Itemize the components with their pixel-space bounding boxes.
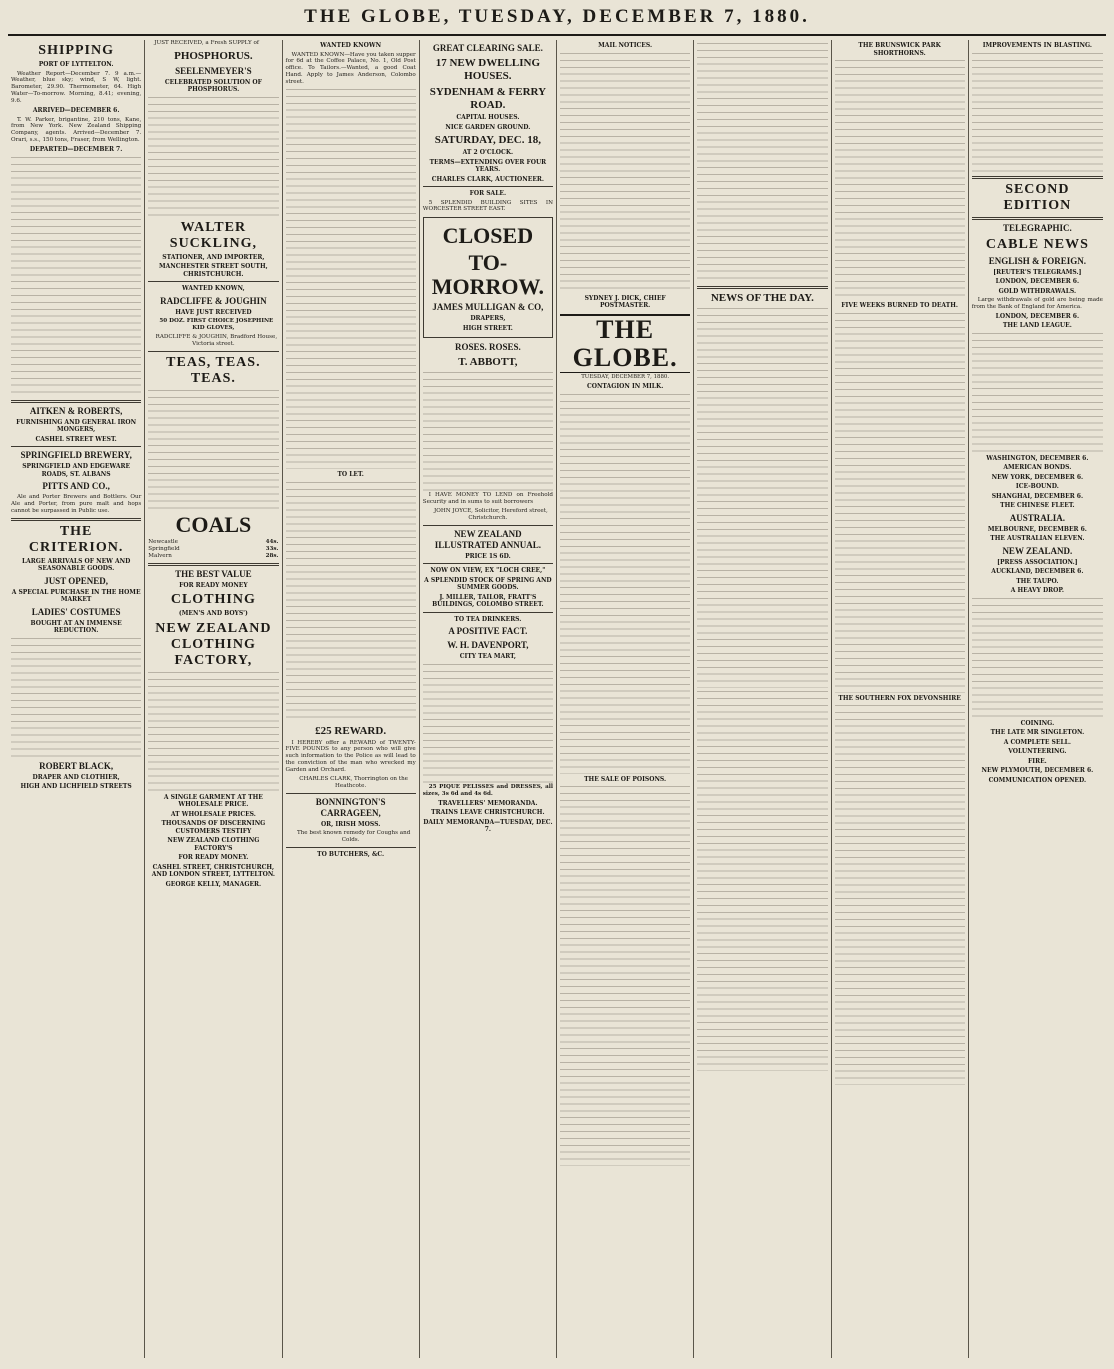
bonnington-heading: BONNINGTON'S CARRAGEEN, <box>315 796 386 818</box>
annual-price: PRICE 1S 6D. <box>465 552 511 560</box>
wanted-heading: WANTED KNOWN <box>320 42 382 49</box>
sale-date: SATURDAY, DEC. 18, <box>434 134 541 146</box>
closed-heading: CLOSED <box>442 223 534 249</box>
dwelling-houses: 17 NEW DWELLING HOUSES. <box>435 57 541 82</box>
to-let-heading: TO LET. <box>337 471 364 479</box>
divider <box>148 351 278 352</box>
cable-news: CABLE NEWS <box>985 236 1089 252</box>
just-opened: JUST OPENED, <box>44 575 109 586</box>
shipping-news-text <box>11 157 141 397</box>
pique: 25 PIQUE PELISSES and DRESSES, all sizes, 3s 6d and 4s 6d. <box>422 783 553 797</box>
annual: NEW ZEALAND ILLUSTRATED ANNUAL. <box>434 528 542 550</box>
pitts-heading: PITTS AND CO., <box>42 481 110 492</box>
davenport: W. H. DAVENPORT, <box>447 640 529 651</box>
divider <box>11 446 141 447</box>
divider <box>423 612 553 613</box>
phosphorus-heading: PHOSPHORUS. <box>174 49 253 62</box>
city-tea: CITY TEA MART, <box>459 653 517 661</box>
gold-withdrawals: GOLD WITHDRAWALS. <box>998 287 1077 295</box>
coal-name: Malvern <box>148 552 172 559</box>
arrived-heading: ARRIVED—DECEMBER 6. <box>32 107 120 115</box>
auctioneer: CHARLES CLARK, AUCTIONEER. <box>431 175 544 183</box>
divider <box>11 400 141 403</box>
new-york: NEW YORK, DECEMBER 6. <box>991 473 1084 481</box>
postmaster: SYDNEY J. DICK, CHIEF POSTMASTER. <box>584 294 666 309</box>
divider <box>972 176 1103 179</box>
criterion-sub: LARGE ARRIVALS OF NEW AND SEASONABLE GOODS. <box>21 557 131 573</box>
contagion-heading: CONTAGION IN MILK. <box>586 383 664 391</box>
robert-black: ROBERT BLACK, <box>39 760 114 771</box>
now-on-view: NOW ON VIEW, EX "LOCH CREE," <box>430 567 546 575</box>
shipping-heading: SHIPPING <box>38 43 114 58</box>
news-column-7b <box>835 705 965 1085</box>
port-heading: PORT OF LYTTELTON. <box>38 61 114 68</box>
clothing-heading: CLOTHING <box>170 592 256 608</box>
auckland: AUCKLAND, DECEMBER 6. <box>991 568 1084 576</box>
mail-text <box>560 53 690 293</box>
travellers: TRAVELLERS' MEMORANDA. <box>438 799 538 807</box>
radcliffe-heading: RADCLIFFE & JOUGHIN <box>160 295 267 306</box>
capital-houses: CAPITAL HOUSES. <box>456 114 520 121</box>
clothing-address: CASHEL STREET, CHRISTCHURCH, AND LONDON STREET, LYTTELTON. <box>151 863 276 879</box>
column-1 <box>8 40 145 1358</box>
news-column-7 <box>835 313 965 693</box>
abbott: T. ABBOTT, <box>458 356 518 369</box>
heavy-drop: A HEAVY DROP. <box>1010 587 1064 595</box>
seelenmeyer: SEELENMEYER'S <box>175 65 252 76</box>
reward-heading: £25 REWARD. <box>315 724 387 737</box>
phosphorus-sub: CELEBRATED SOLUTION OF PHOSPHORUS. <box>164 78 262 94</box>
for-sale-text: 5 SPLENDID BUILDING SITES IN WORCESTER STREET EAST. <box>422 199 553 213</box>
english-foreign: ENGLISH & FOREIGN. <box>988 255 1086 266</box>
new-plymouth: NEW PLYMOUTH, DECEMBER 6. <box>981 767 1094 775</box>
to-let-text <box>286 482 416 722</box>
sfd: THE SOUTHERN FOX DEVONSHIRE <box>838 694 961 702</box>
contagion-text <box>560 394 690 774</box>
bonds: AMERICAN BONDS. <box>1003 464 1072 472</box>
column-4 <box>420 40 557 1358</box>
manager: GEORGE KELLY, MANAGER. <box>165 880 262 888</box>
column-2 <box>145 40 282 1358</box>
column-6 <box>694 40 831 1358</box>
divider <box>697 286 827 289</box>
column-7 <box>832 40 969 1358</box>
australia: AUSTRALIA. <box>1009 512 1065 523</box>
nz-text <box>972 598 1103 718</box>
thousands: THOUSANDS OF DISCERNING CUSTOMERS TESTIFY <box>161 820 266 835</box>
communication: COMMUNICATION OPENED. <box>988 776 1087 784</box>
single-garment: A SINGLE GARMENT AT THE WHOLESALE PRICE. <box>163 793 263 809</box>
roses: ROSES. ROSES. <box>454 342 521 353</box>
land-league-text <box>972 333 1103 453</box>
coining: COINING. <box>1020 719 1055 727</box>
suckling-address: MANCHESTER STREET SOUTH, CHRISTCHURCH. <box>159 263 268 278</box>
high-street: HIGH STREET. <box>462 324 513 332</box>
ladies-costumes: LADIES' COSTUMES <box>31 606 121 617</box>
five-weeks: FIVE WEEKS BURNED TO DEATH. <box>841 302 958 309</box>
news-text <box>697 308 827 688</box>
sale-time: AT 2 O'CLOCK. <box>462 149 514 156</box>
gold-text: Large withdrawals of gold are being made from the Bank of England for America. <box>971 297 1103 310</box>
table-row <box>148 539 278 546</box>
reward-signature: CHARLES CLARK, Thorrington on the Heathcote. <box>299 776 408 789</box>
wanted-text: WANTED KNOWN—Have you taken supper for 6d at the Coffee Palace, No. 1, Old Post office. To Tailors.—Wanted, a good Coat Hand. Apply to James Anderson, Colombo street. <box>285 51 416 86</box>
drapers: DRAPERS, <box>470 315 506 323</box>
radcliffe-address: RADCLIFFE & JOUGHIN, Bradford House, Victoria street. <box>155 334 278 348</box>
best-value: THE BEST VALUE <box>175 568 252 579</box>
washington: WASHINGTON, DECEMBER 6. <box>986 454 1089 462</box>
australian-eleven: THE AUSTRALIAN ELEVEN. <box>990 535 1085 543</box>
divider <box>286 847 416 848</box>
second-edition: SECOND EDITION <box>1003 181 1072 213</box>
column-3 <box>283 40 420 1358</box>
aitken-heading: AITKEN & ROBERTS, <box>29 405 123 416</box>
teas-text <box>148 390 278 510</box>
new-zealand: NEW ZEALAND. <box>1002 545 1073 556</box>
poisons-text <box>560 786 690 1166</box>
melbourne: MELBOURNE, DECEMBER 6. <box>987 525 1087 533</box>
divider <box>148 281 278 282</box>
brunswick-text <box>835 60 965 300</box>
wholesale-prices: AT WHOLESALE PRICES. <box>170 810 256 818</box>
poisons-continued <box>697 43 827 283</box>
coal-price: 28s. <box>265 552 279 559</box>
money-to-lend: I HAVE MONEY TO LEND on Freehold Security and in sums to suit borrowers <box>422 492 553 506</box>
volunteering: VOLUNTEERING. <box>1008 748 1067 756</box>
chinese-fleet: THE CHINESE FLEET. <box>1000 502 1075 510</box>
coals-heading: COALS <box>175 512 252 538</box>
springfield-heading: SPRINGFIELD BREWERY, <box>20 450 132 461</box>
mail-notices: MAIL NOTICES. <box>598 42 653 49</box>
london-1: LONDON, DECEMBER 6. <box>995 278 1080 285</box>
draper-clothier: DRAPER AND CLOTHIER, <box>32 773 120 781</box>
wanted-ads-text <box>286 89 416 469</box>
column-5 <box>557 40 694 1358</box>
spring-summer: A SPLENDID STOCK OF SPRING AND SUMMER GOODS. <box>424 576 552 592</box>
globe-title: THE GLOBE. <box>560 314 690 373</box>
news-heading: NEWS OF THE DAY. <box>710 292 814 304</box>
tomorrow-heading: TO-MORROW. <box>431 250 544 300</box>
for-sale: FOR SALE. <box>469 190 507 197</box>
aitken-sub: FURNISHING AND GENERAL IRON MONGERS, <box>16 418 137 434</box>
coal-price: 44s. <box>265 539 279 546</box>
tea-drinkers: TO TEA DRINKERS. <box>454 615 522 623</box>
nice-garden: NICE GARDEN GROUND. <box>445 123 531 131</box>
column-8 <box>969 40 1106 1358</box>
complete-sell: A COMPLETE SELL. <box>1003 738 1071 746</box>
criterion-list <box>11 638 141 758</box>
closed-ad <box>423 217 553 338</box>
joyce: JOHN JOYCE, Solicitor, Hereford street, Christchurch. <box>434 508 548 522</box>
aitken-address: CASHEL STREET WEST. <box>35 435 117 443</box>
reuter: [REUTER'S TELEGRAMS.] <box>993 268 1082 276</box>
weather-report: Weather Report—December 7. 9 a.m.—Weather, blue sky; wind, S W, light. Barometer, 29.90. Thermometer, 64. High Water—To-morrow. Morning, 8.41; evening, 9.6. <box>11 70 142 105</box>
mulligan: JAMES MULLIGAN & CO, <box>432 302 544 313</box>
coal-name: Newcastle <box>148 539 178 546</box>
fire: FIRE. <box>1028 757 1047 765</box>
phosphorus-intro: JUST RECEIVED, a Fresh SUPPLY of <box>154 40 259 46</box>
improvements: IMPROVEMENTS IN BLASTING. <box>982 42 1093 49</box>
globe-date: TUESDAY, DECEMBER 7, 1880. <box>581 373 670 380</box>
suckling-heading: WALTER SUCKLING, <box>169 219 257 251</box>
divider <box>972 217 1103 220</box>
coal-name: Springfield <box>148 545 180 552</box>
bonnington-text: The best known remedy for Coughs and Colds. <box>296 830 411 844</box>
columns <box>8 40 1106 1358</box>
daily: DAILY MEMORANDA—TUESDAY, DEC. 7. <box>423 818 553 834</box>
reward-text: I HEREBY offer a REWARD of TWENTY-FIVE POUNDS to any person who will give such information to the Police as will lead to the conviction of the man who wrecked my Garden and Orchard. <box>285 739 416 774</box>
blasting-text <box>972 53 1103 173</box>
sydenham: SYDENHAM & FERRY ROAD. <box>429 86 547 111</box>
coal-price-table <box>148 539 278 560</box>
departed-heading: DEPARTED—DECEMBER 7. <box>29 146 123 154</box>
teas-heading: TEAS, TEAS. TEAS. <box>166 355 261 387</box>
divider <box>148 563 278 566</box>
radcliffe-sub: HAVE JUST RECEIVED <box>175 308 252 316</box>
reduction: BOUGHT AT AN IMMENSE REDUCTION. <box>30 619 122 635</box>
divider <box>423 186 553 187</box>
butchers: TO BUTCHERS, &C. <box>317 851 385 859</box>
divider <box>11 518 141 521</box>
radcliffe-text: 50 DOZ. FIRST CHOICE JOSEPHINE KID GLOVES, <box>159 318 274 332</box>
tea-text <box>423 664 553 784</box>
irish-moss: OR, IRISH MOSS. <box>320 820 381 828</box>
telegraphic: TELEGRAPHIC. <box>1002 222 1072 233</box>
news-text-2 <box>697 691 827 1071</box>
nzcf: NEW ZEALAND CLOTHING FACTORY'S <box>167 837 260 852</box>
late-singleton: THE LATE MR SINGLETON. <box>990 729 1085 737</box>
land-league: THE LAND LEAGUE. <box>1002 322 1072 330</box>
miller: J. MILLER, TAILOR, FRATT'S BUILDINGS, COLOMBO STREET. <box>432 593 544 609</box>
london-2: LONDON, DECEMBER 6. <box>995 312 1080 320</box>
ready-money: FOR READY MONEY <box>179 581 248 589</box>
for-ready-money: FOR READY MONEY. <box>178 854 249 862</box>
arrived-text: T. W. Parker, brigantine, 210 tons, Kane, from New York. New Zealand Shipping Company, agents. Arrived—December 7. Orari, s.s., 150 tons, Fraser, from Wellington. <box>11 116 142 144</box>
special-purchase: A SPECIAL PURCHASE IN THE HOME MARKET <box>11 588 141 604</box>
shanghai: SHANGHAI, DECEMBER 6. <box>991 492 1084 500</box>
taupo: THE TAUPO. <box>1016 577 1059 585</box>
mens-boys: (MEN'S AND BOYS') <box>178 610 248 618</box>
suckling-sub: STATIONER, AND IMPORTER, <box>162 253 265 261</box>
wanted-known: WANTED KNOWN, <box>182 285 245 293</box>
divider <box>286 793 416 794</box>
divider <box>423 525 553 526</box>
ice-bound: ICE-BOUND. <box>1015 483 1059 491</box>
clothing-text <box>148 672 278 792</box>
trains: TRAINS LEAVE CHRISTCHURCH. <box>431 809 545 817</box>
clearing-sale: GREAT CLEARING SALE. <box>432 43 543 53</box>
poisons-heading: THE SALE OF POISONS. <box>584 775 667 783</box>
criterion-heading: THE CRITERION. <box>28 523 124 555</box>
brunswick: THE BRUNSWICK PARK SHORTHORNS. <box>858 42 941 57</box>
press-association: [PRESS ASSOCIATION.] <box>997 558 1078 566</box>
nz-clothing-factory: NEW ZEALAND CLOTHING FACTORY, <box>155 620 272 668</box>
pitts-text: Ale and Porter Brewers and Bottlers. Our Ale and Porter, from pure malt and hops cannot be surpassed in Public use. <box>11 494 142 514</box>
table-row <box>148 546 278 553</box>
masthead: THE GLOBE, TUESDAY, DECEMBER 7, 1880. <box>8 6 1106 36</box>
roses-text <box>423 372 553 492</box>
springfield-sub: SPRINGFIELD AND EDGEWARE ROADS, ST. ALBANS <box>22 463 131 478</box>
black-address: HIGH AND LICHFIELD STREETS <box>20 783 132 791</box>
phosphorus-text <box>148 97 278 217</box>
positive-fact: A POSITIVE FACT. <box>448 626 528 637</box>
terms: TERMS—EXTENDING OVER FOUR YEARS. <box>429 158 547 173</box>
divider <box>423 563 553 564</box>
coal-price: 33s. <box>265 545 279 552</box>
table-row <box>148 553 278 560</box>
